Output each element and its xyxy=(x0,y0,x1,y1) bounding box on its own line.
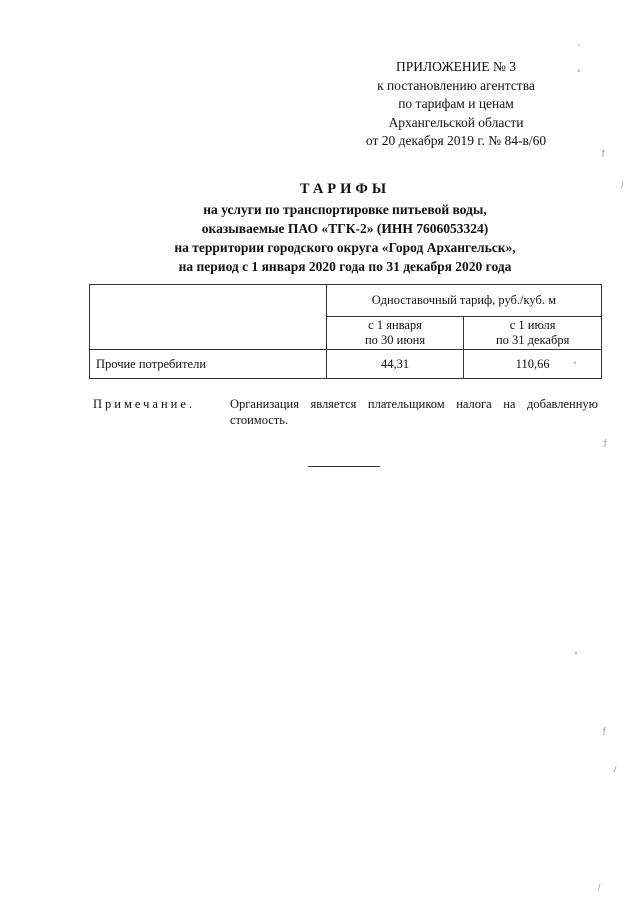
heading-line: оказываемые ПАО «ТГК-2» (ИНН 7606053324) xyxy=(201,221,489,236)
document-heading xyxy=(40,180,640,276)
period-cell-1 xyxy=(326,317,463,350)
consumer-category-cell: Прочие потребители xyxy=(90,350,327,379)
end-divider xyxy=(308,466,380,467)
scan-speck: , xyxy=(578,39,581,47)
header-tariff-cell: Одноставочный тариф, руб./куб. м xyxy=(326,285,601,317)
tariff-value-cell: 44,31 xyxy=(326,350,463,379)
period-to: по 30 июня xyxy=(364,333,426,347)
scan-speck: / xyxy=(621,181,624,189)
appendix-block xyxy=(330,58,582,151)
period-from: с 1 июля xyxy=(509,318,556,332)
appendix-line: Архангельской области xyxy=(388,114,524,130)
note-label: Примечание. xyxy=(93,397,196,411)
tariff-table xyxy=(89,284,602,379)
scan-speck: ƒ xyxy=(602,149,605,157)
scan-speck: ° xyxy=(574,651,578,659)
period-from: с 1 января xyxy=(368,318,422,332)
note-text: Организация является плательщиком налога на добавленную стоимость. xyxy=(230,397,598,427)
period-cell-2 xyxy=(464,317,602,350)
tariff-value-cell: 110,66 xyxy=(464,350,602,379)
scan-speck: ° xyxy=(573,361,577,369)
document-title: ТАРИФЫ xyxy=(299,181,391,197)
heading-line: на территории городского округа «Город Архангельск», xyxy=(174,240,516,255)
scan-speck: / xyxy=(614,765,617,773)
scan-speck: ƒ xyxy=(603,727,606,735)
table-header-row xyxy=(90,285,602,317)
period-to: по 31 декабря xyxy=(495,333,570,347)
empty-header-cell xyxy=(90,285,327,350)
appendix-line: по тарифам и ценам xyxy=(398,96,514,111)
scan-speck: ° xyxy=(577,69,581,77)
heading-line: на услуги по транспортировке питьевой воды, xyxy=(203,202,487,217)
table-row xyxy=(90,350,602,379)
scan-speck: ƒ xyxy=(604,439,607,447)
appendix-date: от 20 декабря 2019 г. № 84-в/60 xyxy=(365,133,547,148)
scan-speck: / xyxy=(598,883,601,891)
heading-line: на период с 1 января 2020 года по 31 декабря 2020 года xyxy=(178,259,512,274)
appendix-title: ПРИЛОЖЕНИЕ № 3 xyxy=(395,59,517,74)
appendix-line: к постановлению агентства xyxy=(377,77,535,93)
